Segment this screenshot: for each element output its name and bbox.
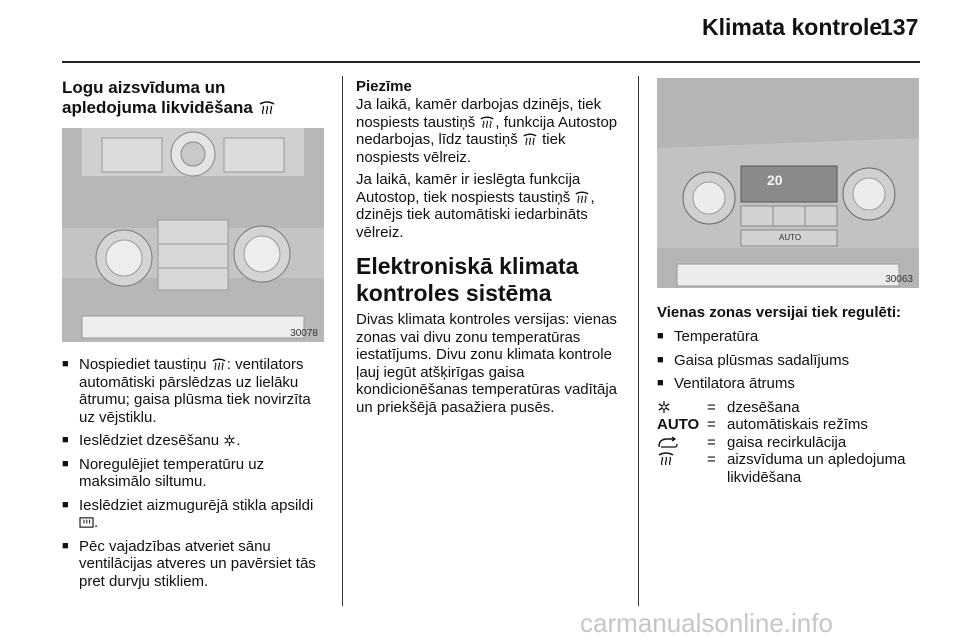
defrost-section-title: Logu aizsvīduma un apledojuma likvidēšana bbox=[62, 78, 330, 118]
note-paragraph-2: Ja laikā, kamēr ir ieslēgta funkcija Autostop, tiek nospiests taustiņš , dzinējs tiek automātiski iedarbināts vēlreiz. bbox=[356, 171, 595, 241]
list-item: ■ Ieslēdziet dzesēšanu . bbox=[62, 432, 330, 450]
column-defrost bbox=[62, 78, 330, 596]
defrost-steps bbox=[62, 356, 330, 590]
list-item: ■ Gaisa plūsmas sadalījums bbox=[657, 352, 923, 370]
single-zone-list bbox=[657, 328, 923, 393]
auto-symbol: AUTO bbox=[657, 416, 700, 433]
column-electronic bbox=[657, 78, 923, 486]
page-number: 137 bbox=[880, 14, 919, 40]
symbol-legend bbox=[657, 399, 923, 487]
list-item: ■ Ventilatora ātrums bbox=[657, 375, 923, 393]
single-zone-title: Vienas zonas versijai tiek regulēti: bbox=[657, 304, 901, 321]
legend-desc: gaisa recirkulācija bbox=[727, 433, 847, 451]
list-item: ■ Nospiediet taustiņu : ventilators automātiski pārslēdzas uz lielāku ātrumu; gaisa plūsma tiek novirzīta uz vējstiklu. bbox=[62, 356, 330, 426]
control-panel-illustration bbox=[62, 128, 324, 342]
header-title: Klimata kontrole bbox=[702, 14, 883, 40]
defrost-icon bbox=[657, 452, 675, 466]
legend-row: = dzesēšana bbox=[657, 399, 923, 417]
note-paragraph-1: Ja laikā, kamēr darbojas dzinējs, tiek nospiests taustiņš , funkcija Autostop nedarbojas, līdz taustiņš tiek nospiests vēlreiz. bbox=[356, 96, 618, 166]
legend-desc: aizsvīduma un apledojuma likvidēšana bbox=[727, 451, 906, 486]
note-title: Piezīme bbox=[356, 78, 412, 95]
display-temperature: 20 bbox=[767, 172, 783, 188]
legend-row: = gaisa recirkulācija bbox=[657, 434, 923, 452]
column-note bbox=[356, 78, 624, 421]
figure-code: 30063 bbox=[885, 274, 913, 285]
climate-body-text: Divas klimata kontroles versijas: vienas zonas vai divu zonu temperatūras iestatījums. Divu zonu klimata kontrole ļauj iegūt atšķirīgas gaisa kondicionēšanas temperatūras vadītāja un priekšējā pasažiera pusēs. bbox=[356, 311, 617, 416]
list-item: ■ Temperatūra bbox=[657, 328, 923, 346]
legend-desc: dzesēšana bbox=[727, 398, 800, 416]
defrost-icon bbox=[211, 358, 227, 371]
climate-panel-illustration bbox=[657, 78, 919, 288]
rear-window-heater-icon bbox=[79, 516, 94, 529]
climate-section-title: Elektroniskā klimata kontroles sistēma bbox=[356, 253, 579, 306]
snowflake-icon bbox=[657, 400, 671, 414]
snowflake-icon bbox=[223, 434, 236, 447]
defrost-icon bbox=[479, 116, 495, 129]
defrost-icon bbox=[574, 191, 590, 204]
defrost-icon bbox=[258, 101, 276, 115]
recirculation-icon bbox=[657, 436, 679, 449]
column-divider-1 bbox=[342, 76, 343, 606]
panel-auto-label: AUTO bbox=[779, 233, 802, 242]
list-item: ■ Noregulējiet temperatūru uz maksimālo siltumu. bbox=[62, 456, 330, 491]
watermark: carmanualsonline.info bbox=[580, 608, 833, 638]
column-divider-2 bbox=[638, 76, 639, 606]
legend-row: = aizsvīduma un apledojuma likvidēšana bbox=[657, 451, 923, 486]
header-rule bbox=[62, 61, 920, 63]
list-item: ■ Pēc vajadzības atveriet sānu ventilācijas atveres un pavērsiet tās pret durvju stikliem. bbox=[62, 538, 330, 591]
figure-code: 30078 bbox=[290, 328, 318, 339]
legend-desc: automātiskais režīms bbox=[727, 416, 868, 433]
legend-row: AUTO = automātiskais režīms bbox=[657, 416, 923, 434]
list-item: ■ Ieslēdziet aizmugurējā stikla apsildi . bbox=[62, 497, 330, 532]
defrost-icon bbox=[522, 133, 538, 146]
